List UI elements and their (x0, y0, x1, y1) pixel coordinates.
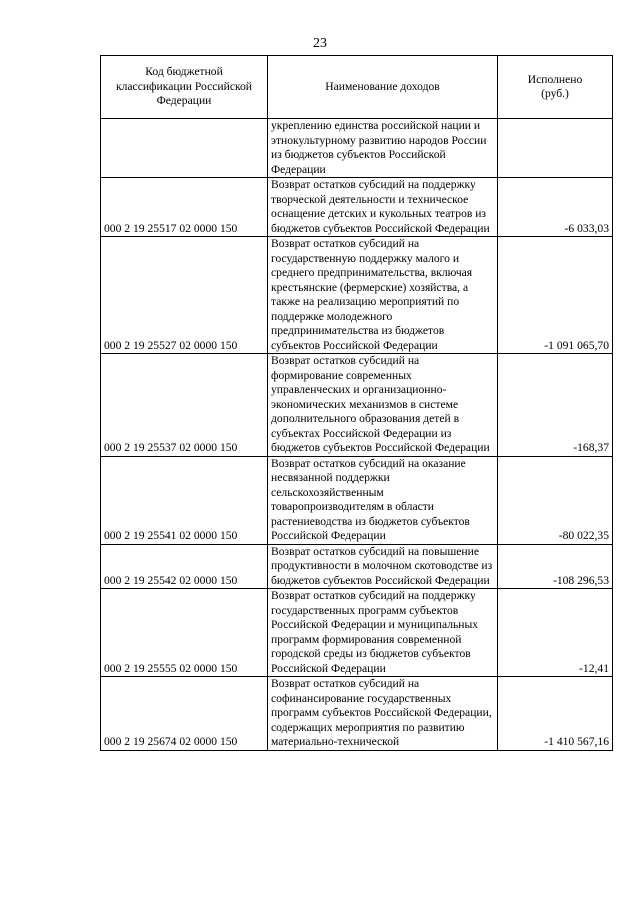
revenue-name-cell: Возврат остатков субсидий на поддержку творческой деятельности и техническое оснащение детских и кукольных театров из бюджетов субъектов Российской Федерации (268, 178, 498, 237)
executed-amount-cell: -168,37 (498, 354, 613, 457)
header-code (101, 56, 268, 119)
header-name-line: Наименование доходов (325, 79, 440, 93)
header-name (268, 56, 498, 119)
budget-code-cell: 000 2 19 25527 02 0000 150 (101, 237, 268, 354)
revenue-name-cell: Возврат остатков субсидий на формирование современных управленческих и организационно-экономических механизмов в системе дополнительного образования детей в субъектах Российской Федерации из бюджетов субъектов Российской Федерации (268, 354, 498, 457)
executed-amount-cell: -1 410 567,16 (498, 677, 613, 751)
revenue-name-cell: Возврат остатков субсидий на поддержку государственных программ субъектов Российской Федерации и муниципальных программ формирования современной городской среды из бюджетов субъектов Российской Федерации (268, 589, 498, 677)
executed-amount-cell: -6 033,03 (498, 178, 613, 237)
budget-revenue-table (100, 55, 613, 751)
table-row (101, 589, 613, 677)
revenue-name-cell: Возврат остатков субсидий на софинансирование государственных программ субъектов Российской Федерации, содержащих мероприятия по развитию материально-технической (268, 677, 498, 751)
table-row (101, 456, 613, 544)
executed-amount-cell: -108 296,53 (498, 544, 613, 589)
table-row (101, 237, 613, 354)
header-code-line: Код бюджетной (145, 65, 223, 79)
revenue-name-cell: Возврат остатков субсидий на повышение продуктивности в молочном скотоводстве из бюджетов субъектов Российской Федерации (268, 544, 498, 589)
revenue-name-cell: Возврат остатков субсидий на государственную поддержку малого и среднего предпринимательства, включая крестьянские (фермерские) хозяйства, а также на реализацию мероприятий по поддержке молодежного предпринимательства из бюджетов субъектов Российской Федерации (268, 237, 498, 354)
header-code-line: классификации Российской (115, 79, 253, 93)
budget-code-cell (101, 119, 268, 178)
table-header (101, 56, 613, 119)
header-row (101, 56, 613, 119)
header-amount (498, 56, 613, 119)
table-row (101, 119, 613, 178)
revenue-name-cell: укреплению единства российской нации и этнокультурному развитию народов России из бюджетов субъектов Российской Федерации (268, 119, 498, 178)
budget-code-cell: 000 2 19 25541 02 0000 150 (101, 456, 268, 544)
executed-amount-cell: -1 091 065,70 (498, 237, 613, 354)
executed-amount-cell: -12,41 (498, 589, 613, 677)
executed-amount-cell: -80 022,35 (498, 456, 613, 544)
table-row (101, 544, 613, 589)
table-row (101, 354, 613, 457)
budget-code-cell: 000 2 19 25555 02 0000 150 (101, 589, 268, 677)
budget-code-cell: 000 2 19 25537 02 0000 150 (101, 354, 268, 457)
revenue-name-cell: Возврат остатков субсидий на оказание несвязанной поддержки сельскохозяйственным товаропроизводителям в области растениеводства из бюджетов субъектов Российской Федерации (268, 456, 498, 544)
header-amount-line: Исполнено (527, 72, 583, 86)
budget-code-cell: 000 2 19 25674 02 0000 150 (101, 677, 268, 751)
budget-code-cell: 000 2 19 25517 02 0000 150 (101, 178, 268, 237)
budget-code-cell: 000 2 19 25542 02 0000 150 (101, 544, 268, 589)
table-row (101, 178, 613, 237)
table-body (101, 119, 613, 751)
header-code-line: Федерации (156, 94, 212, 108)
executed-amount-cell (498, 119, 613, 178)
page-number: 23 (313, 36, 327, 51)
header-amount-line: (руб.) (541, 87, 569, 100)
table-row (101, 677, 613, 751)
